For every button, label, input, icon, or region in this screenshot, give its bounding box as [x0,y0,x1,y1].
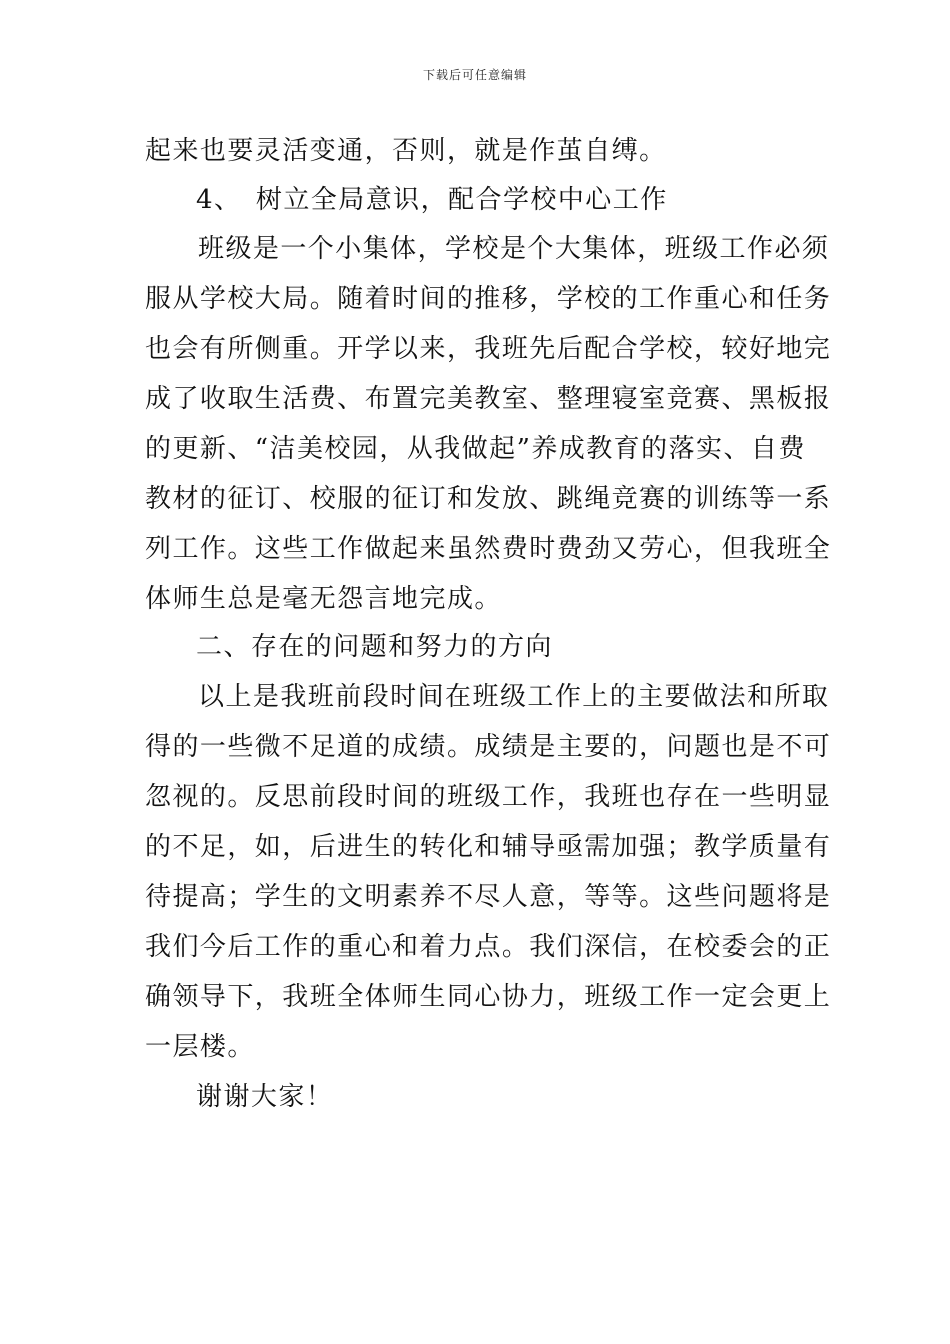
section-heading-4: 4、 树立全局意识，配合学校中心工作 [196,185,668,215]
closing-line: 谢谢大家！ [196,1082,334,1112]
paragraph-line: 成了收取生活费、布置完美教室、整理寝室竞赛、黑板报 [145,384,832,414]
paragraph-line: 忽视的。反思前段时间的班级工作，我班也存在一些明显 [145,782,832,812]
page-header: 下载后可任意编辑 [422,68,527,82]
paragraph-line: 确领导下，我班全体师生同心协力，班级工作一定会更上 [145,982,832,1012]
paragraph-line: 班级是一个小集体，学校是个大集体，班级工作必须 [198,234,830,264]
paragraph-line: 以上是我班前段时间在班级工作上的主要做法和所取 [198,682,830,712]
paragraph-line: 的不足，如，后进生的转化和辅导亟需加强；教学质量有 [145,832,832,862]
paragraph-line: 我们今后工作的重心和着力点。我们深信，在校委会的正 [145,932,832,962]
paragraph-line: 教材的征订、校服的征订和发放、跳绳竞赛的训练等一系 [145,484,832,514]
paragraph-line: 的更新、“洁美校园，从我做起”养成教育的落实、自费 [145,434,806,464]
paragraph-line: 也会有所侧重。开学以来，我班先后配合学校，较好地完 [145,334,832,364]
paragraph-line: 待提高；学生的文明素养不尽人意，等等。这些问题将是 [145,882,832,912]
section-heading-2: 二、存在的问题和努力的方向 [196,632,553,662]
paragraph-line: 起来也要灵活变通，否则，就是作茧自缚。 [145,136,667,166]
paragraph-line: 一层楼。 [145,1032,255,1062]
paragraph-line: 列工作。这些工作做起来虽然费时费劲又劳心，但我班全 [145,534,832,564]
paragraph-line: 服从学校大局。随着时间的推移，学校的工作重心和任务 [145,284,832,314]
paragraph-line: 得的一些微不足道的成绩。成绩是主要的，问题也是不可 [145,732,832,762]
paragraph-line: 体师生总是毫无怨言地完成。 [145,584,502,614]
